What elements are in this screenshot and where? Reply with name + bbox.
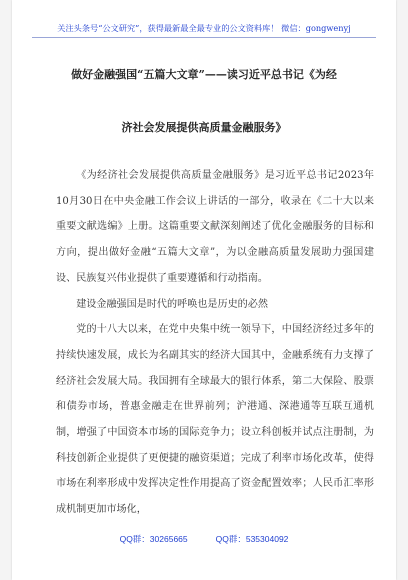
document-page <box>12 0 396 580</box>
section-heading: 建设金融强国是时代的呼唤也是历史的必然 <box>76 298 268 310</box>
footer-qq-group-1: QQ群：30265665 <box>119 534 188 544</box>
header-promo-note: 关注头条号“公文研究”，获得最新最全最专业的公文资料库！ 微信：gongwenyj <box>32 19 376 38</box>
document-title-line-1: 做好金融强国“五篇大文章”——读习近平总书记《为经 <box>71 68 337 81</box>
footer-qq-group-2: QQ群：535304092 <box>215 534 289 544</box>
paragraph-body: 党的十八大以来，在党中央集中统一领导下，中国经济经过多年的持续快速发展，成长为名副其实的经济大国其中，金融系统有力支撑了经济社会发展大局。我国拥有全球最大的银行体系，第二大保险、股票和债券市场，普惠金融走在世界前列；沪港通、深港通等互联互通机制，增强了中国资本市场的国际竞争力；设立科创板并试点注册制，为科技创新企业提供了更便捷的融资渠道；完成了利率市场化改革，使得市场在利率形成中发挥决定性作用提高了资金配置效率；人民币汇率形成机制更加市场化， <box>56 324 374 516</box>
footer-contact <box>12 533 396 545</box>
document-body <box>56 163 374 523</box>
paragraph-intro: 《为经济社会发展提供高质量金融服务》是习近平总书记2023年10月30日在中央金融工作会议上讲话的一部分，收录在《二十大以来重要文献选编》上册。这篇重要文献深刻阐述了优化金融服务的目标和方向，提出做好金融“五篇大文章”，为以金融高质量发展助力强国建设、民族复兴伟业提供了重要遵循和行动指南。 <box>56 170 374 284</box>
document-title-line-2: 济社会发展提供高质量金融服务》 <box>121 121 287 134</box>
